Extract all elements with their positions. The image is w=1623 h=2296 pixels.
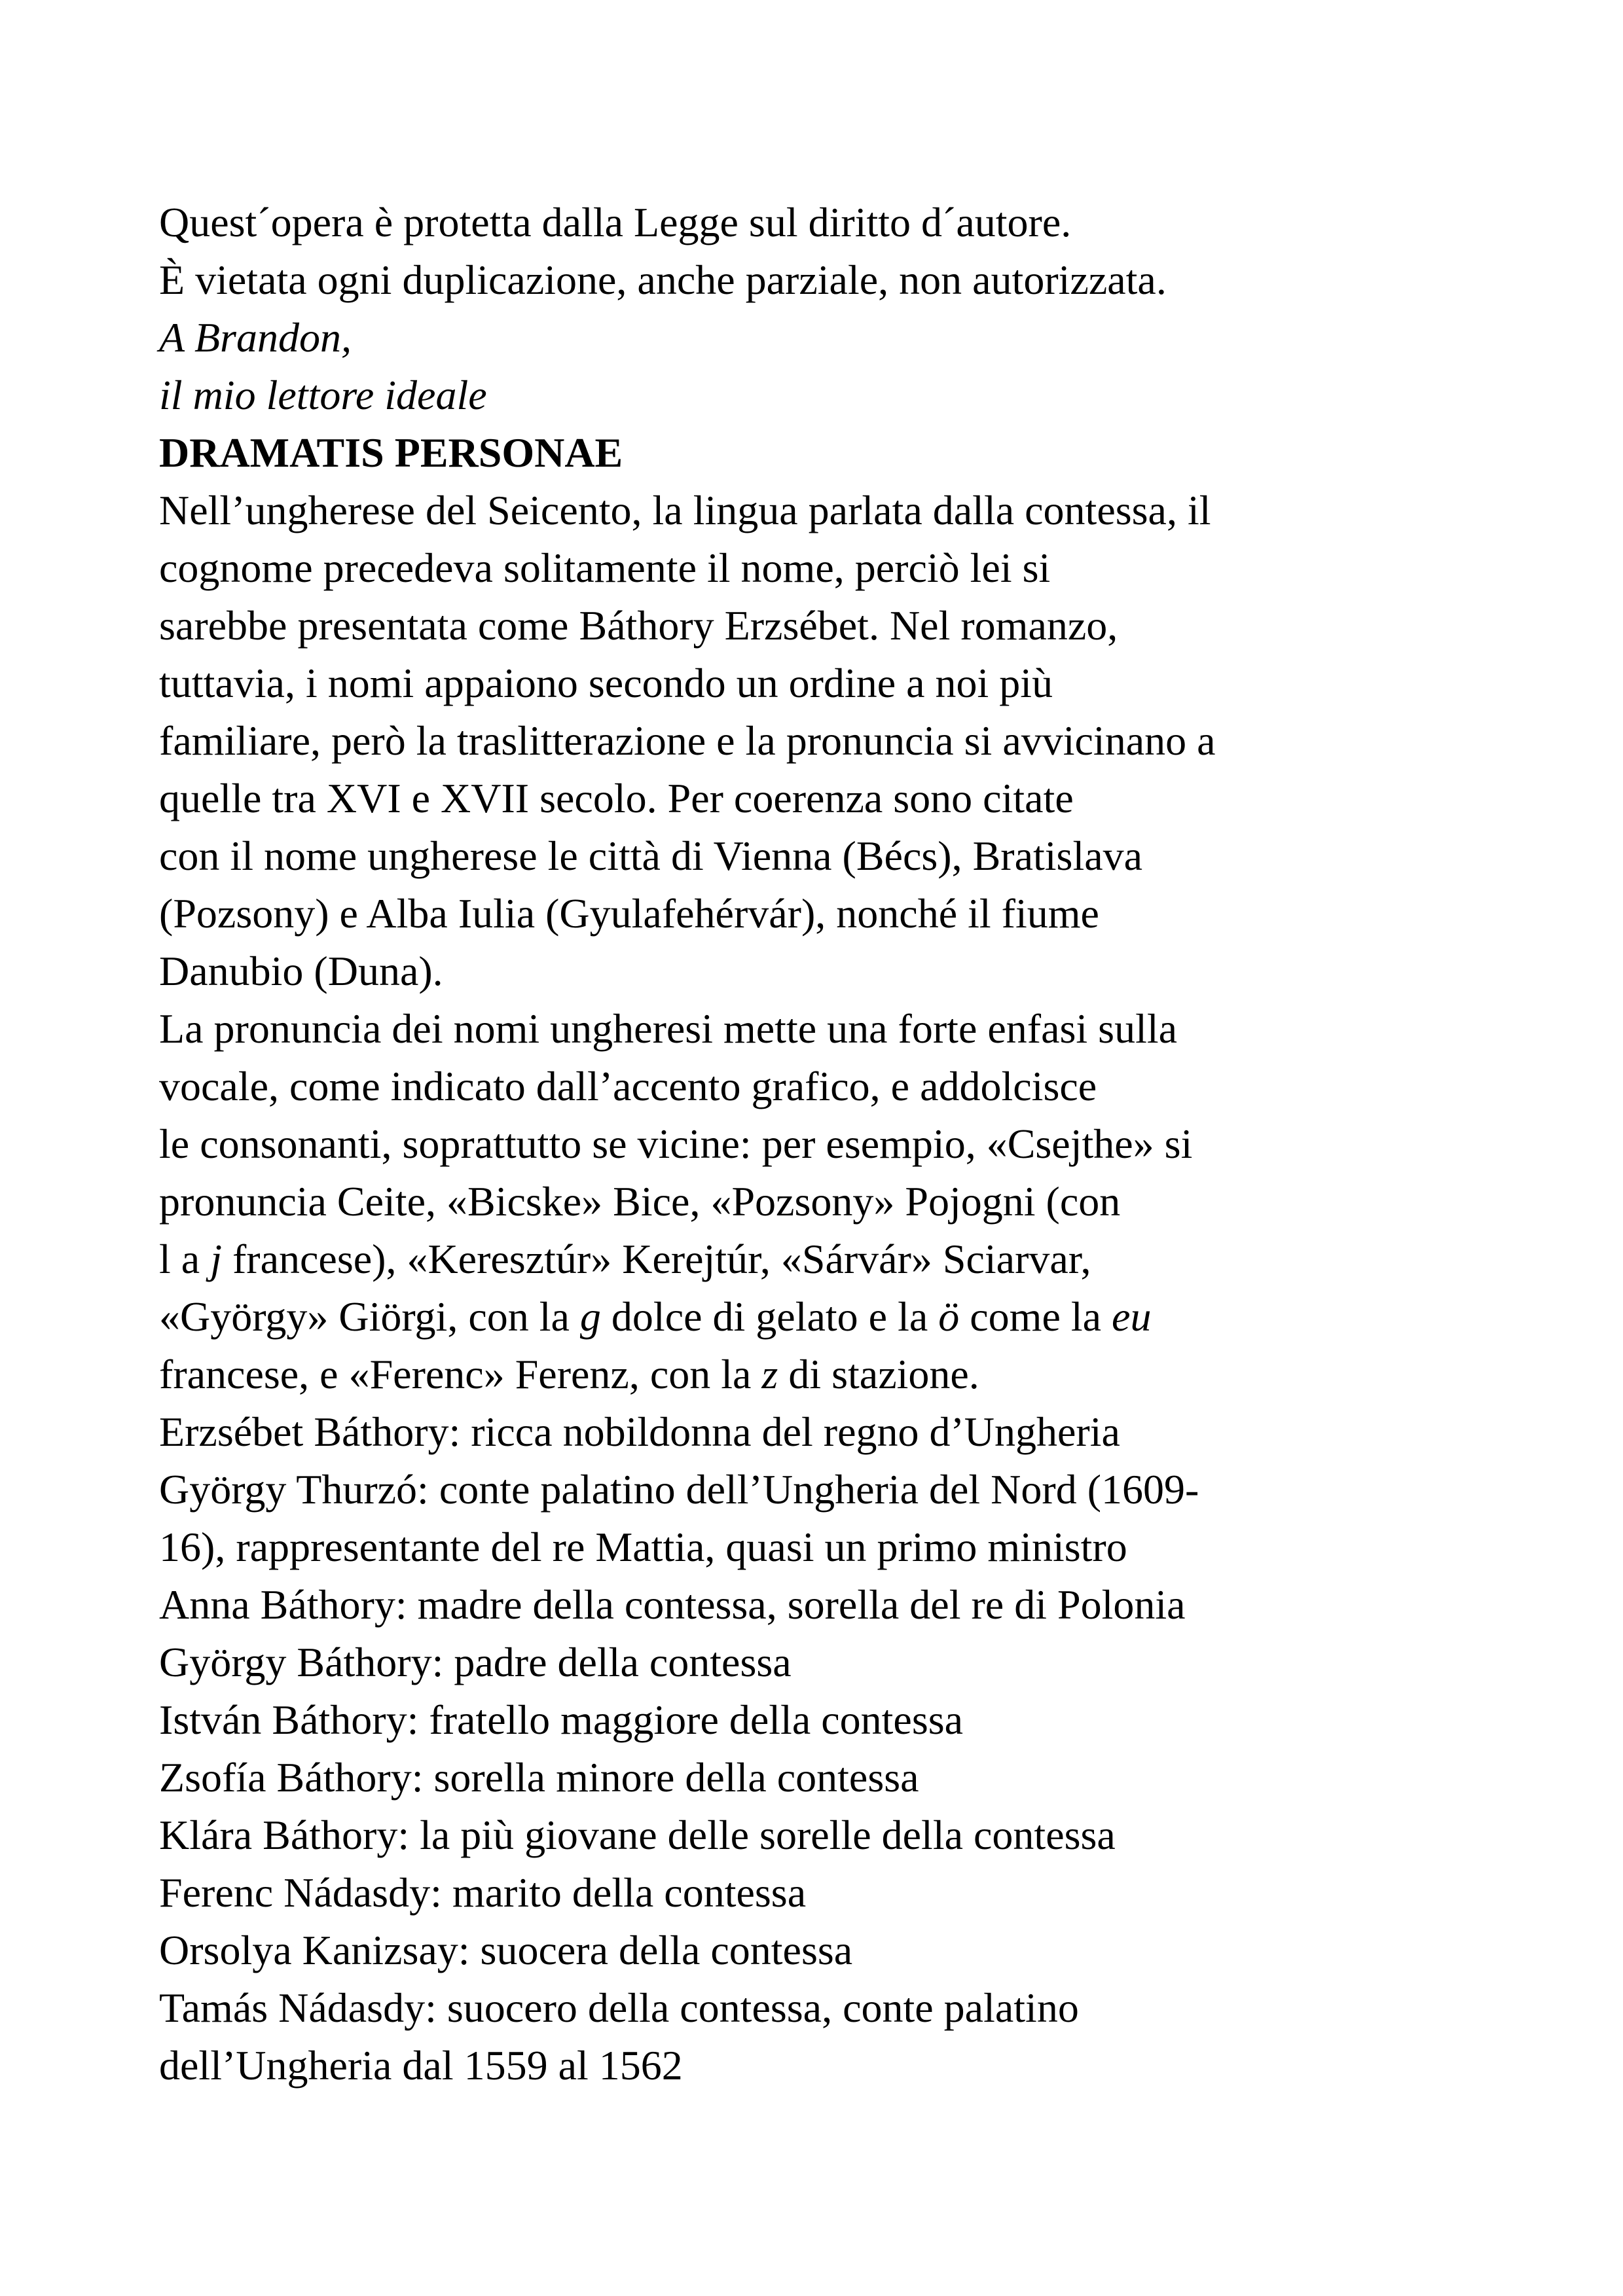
character-line: dell’Ungheria dal 1559 al 1562 [159,2042,683,2089]
pronunciation-line [159,1288,1508,1346]
character-line: György Báthory: padre della contessa [159,1639,792,1685]
character-line: Ferenc Nádasdy: marito della contessa [159,1869,807,1916]
character-line: 16), rappresentante del re Mattia, quasi un primo ministro [159,1524,1127,1570]
intro-line: tuttavia, i nomi appaiono secondo un ordine a noi più [159,660,1053,706]
text-segment: francese, e «Ferenc» Ferenz, con la [159,1351,762,1397]
dedication-line: A Brandon, [159,314,352,361]
italic-letter: z [761,1351,778,1397]
text-segment: dolce di gelato e la [600,1293,939,1340]
character-line: György Thurzó: conte palatino dell’Ungheria del Nord (1609- [159,1466,1199,1513]
pronunciation-line: vocale, come indicato dall’accento grafico, e addolcisce [159,1063,1097,1109]
copyright-line: Quest´opera è protetta dalla Legge sul diritto d´autore. [159,199,1072,245]
character-line: Zsofía Báthory: sorella minore della contessa [159,1754,919,1801]
intro-line: quelle tra XVI e XVII secolo. Per coerenza sono citate [159,775,1074,821]
pronunciation-line [159,1346,1508,1403]
pronunciation-line: le consonanti, soprattutto se vicine: per esempio, «Csejthe» si [159,1121,1193,1167]
italic-letter: ö [938,1293,960,1340]
italic-letter: j [210,1236,222,1282]
text-segment: «György» Giörgi, con la [159,1293,580,1340]
text-segment: di stazione. [778,1351,979,1397]
pronunciation-line: pronuncia Ceite, «Bicske» Bice, «Pozsony» Pojogni (con [159,1178,1121,1225]
intro-line: sarebbe presentata come Báthory Erzsébet. Nel romanzo, [159,602,1118,649]
text-segment: come la [959,1293,1112,1340]
character-line: Tamás Nádasdy: suocero della contessa, conte palatino [159,1984,1079,2031]
character-line: Anna Báthory: madre della contessa, sorella del re di Polonia [159,1581,1186,1628]
copyright-line: È vietata ogni duplicazione, anche parziale, non autorizzata. [159,257,1167,303]
section-heading: DRAMATIS PERSONAE [159,429,623,476]
character-line: István Báthory: fratello maggiore della contessa [159,1696,964,1743]
italic-letter: g [579,1293,601,1340]
dedication-line: il mio lettore ideale [159,372,487,418]
pronunciation-line [159,1230,1508,1288]
intro-line: con il nome ungherese le città di Vienna (Bécs), Bratislava [159,833,1143,879]
character-line: Erzsébet Báthory: ricca nobildonna del regno d’Ungheria [159,1408,1120,1455]
italic-letter: eu [1112,1293,1152,1340]
intro-line: familiare, però la traslitterazione e la pronuncia si avvicinano a [159,717,1216,764]
page-content [159,194,1508,2094]
intro-line: (Pozsony) e Alba Iulia (Gyulafehérvár), nonché il fiume [159,890,1099,937]
pronunciation-line: La pronuncia dei nomi ungheresi mette una forte enfasi sulla [159,1005,1178,1052]
text-segment: l a [159,1236,211,1282]
character-line: Orsolya Kanizsay: suocera della contessa [159,1927,853,1973]
character-line: Klára Báthory: la più giovane delle sorelle della contessa [159,1812,1116,1858]
intro-line: Nell’ungherese del Seicento, la lingua parlata dalla contessa, il [159,487,1211,533]
text-segment: francese), «Keresztúr» Kerejtúr, «Sárvár» Sciarvar, [221,1236,1091,1282]
intro-line: Danubio (Duna). [159,948,443,994]
intro-line: cognome precedeva solitamente il nome, perciò lei si [159,545,1051,591]
